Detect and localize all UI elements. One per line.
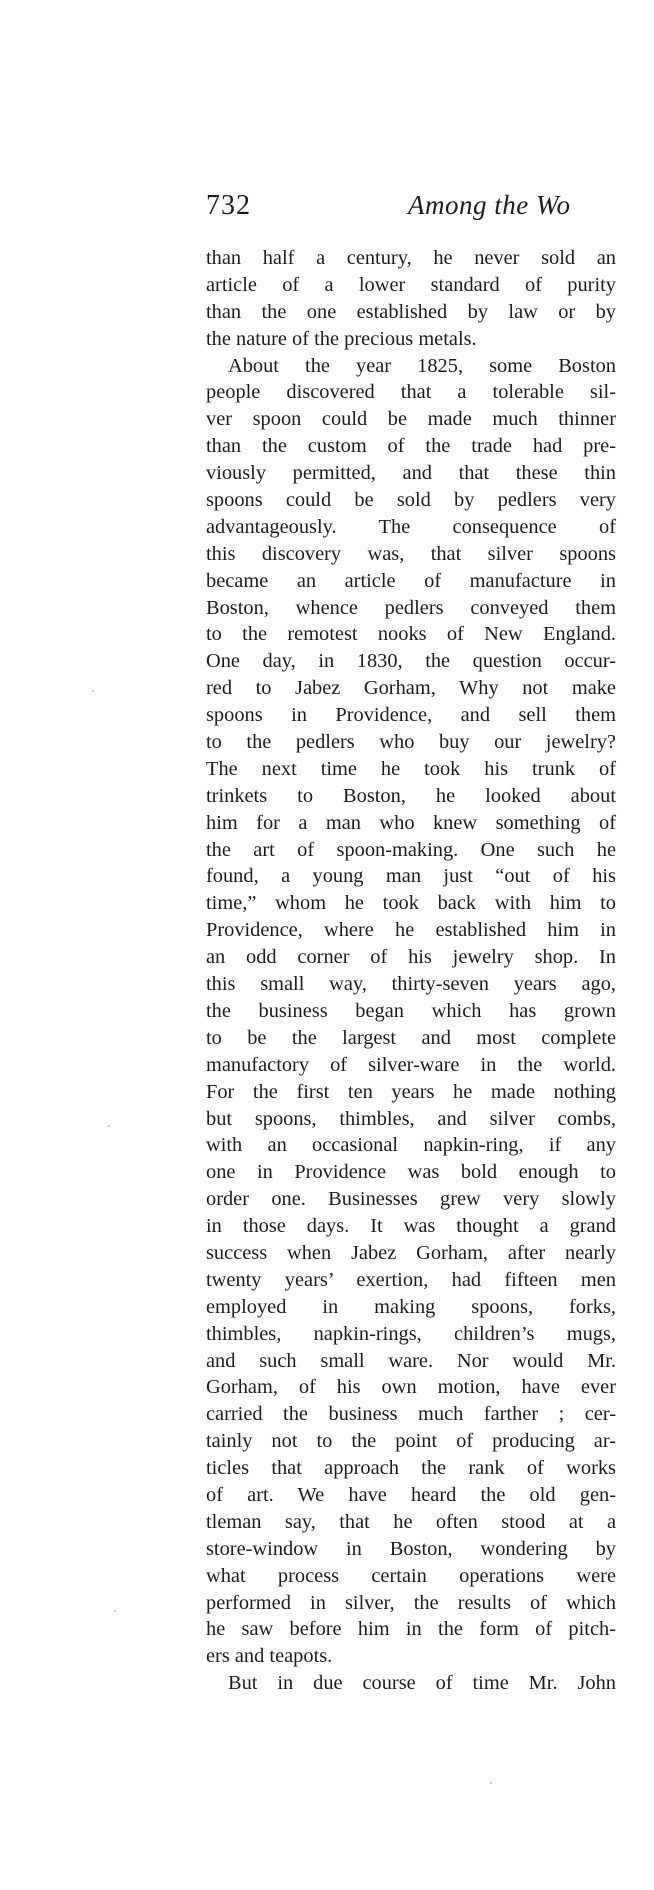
text-line: people discovered that a tolerable sil- bbox=[206, 381, 616, 404]
text-line: The next time he took his trunk of bbox=[206, 757, 616, 780]
text-line: of art. We have heard the old gen- bbox=[206, 1483, 616, 1506]
text-line: he saw before him in the form of pitch- bbox=[206, 1618, 616, 1641]
text-line: advantageously. The consequence of bbox=[206, 515, 616, 538]
text-line: to the pedlers who buy our jewelry? bbox=[206, 731, 616, 754]
text-line: Gorham, of his own motion, have ever bbox=[206, 1376, 616, 1399]
text-line: viously permitted, and that these thin bbox=[206, 462, 616, 485]
page-header bbox=[206, 190, 654, 230]
text-line: red to Jabez Gorham, Why not make bbox=[206, 677, 616, 700]
text-line: tleman say, that he often stood at a bbox=[206, 1510, 616, 1533]
text-line: found, a young man just “out of his bbox=[206, 865, 616, 888]
text-line: this small way, thirty-seven years ago, bbox=[206, 973, 616, 996]
text-line: and such small ware. Nor would Mr. bbox=[206, 1349, 616, 1372]
text-line: ticles that approach the rank of works bbox=[206, 1457, 616, 1480]
scan-speck bbox=[114, 1610, 116, 1612]
text-line: Boston, whence pedlers conveyed them bbox=[206, 596, 616, 619]
text-line: one in Providence was bold enough to bbox=[206, 1161, 616, 1184]
text-line: spoons could be sold by pedlers very bbox=[206, 489, 616, 512]
text-line: than the custom of the trade had pre- bbox=[206, 435, 616, 458]
text-line: twenty years’ exertion, had fifteen men bbox=[206, 1268, 616, 1291]
text-line: success when Jabez Gorham, after nearly bbox=[206, 1241, 616, 1264]
text-line: store-window in Boston, wondering by bbox=[206, 1537, 616, 1560]
text-line: with an occasional napkin-ring, if any bbox=[206, 1134, 616, 1157]
scan-speck bbox=[490, 1782, 492, 1784]
text-line: to the remotest nooks of New England. bbox=[206, 623, 616, 646]
page-number: 732 bbox=[206, 190, 251, 221]
text-line: For the first ten years he made nothing bbox=[206, 1080, 616, 1103]
text-line: spoons in Providence, and sell them bbox=[206, 704, 616, 727]
text-line: manufactory of silver-ware in the world. bbox=[206, 1053, 616, 1076]
text-line: article of a lower standard of purity bbox=[206, 273, 616, 296]
text-line: but spoons, thimbles, and silver combs, bbox=[206, 1107, 616, 1130]
text-line: this discovery was, that silver spoons bbox=[206, 542, 616, 565]
text-line: About the year 1825, some Boston bbox=[228, 354, 616, 377]
text-line: ers and teapots. bbox=[206, 1645, 333, 1668]
text-line: ver spoon could be made much thinner bbox=[206, 408, 616, 431]
text-line: tainly not to the point of producing ar- bbox=[206, 1430, 616, 1453]
text-line: an odd corner of his jewelry shop. In bbox=[206, 946, 616, 969]
text-line: what process certain operations were bbox=[206, 1564, 616, 1587]
text-line: the art of spoon-making. One such he bbox=[206, 838, 616, 861]
text-line: the nature of the precious metals. bbox=[206, 327, 477, 350]
text-line: thimbles, napkin-rings, children’s mugs, bbox=[206, 1322, 616, 1345]
text-line: to be the largest and most complete bbox=[206, 1026, 616, 1049]
text-line: than the one established by law or by bbox=[206, 300, 616, 323]
text-line: trinkets to Boston, he looked about bbox=[206, 784, 616, 807]
running-head: Among the Wo bbox=[408, 190, 571, 220]
text-line: in those days. It was thought a grand bbox=[206, 1215, 616, 1238]
text-line: than half a century, he never sold an bbox=[206, 247, 616, 269]
text-line: But in due course of time Mr. John bbox=[228, 1672, 616, 1695]
text-line: time,” whom he took back with him to bbox=[206, 892, 616, 915]
scan-speck bbox=[108, 1125, 110, 1127]
text-line: became an article of manufacture in bbox=[206, 569, 616, 592]
text-line: One day, in 1830, the question occur- bbox=[206, 650, 616, 673]
text-line: employed in making spoons, forks, bbox=[206, 1295, 616, 1318]
scan-speck bbox=[92, 690, 94, 692]
text-line: order one. Businesses grew very slowly bbox=[206, 1188, 616, 1211]
text-line: carried the business much farther ; cer- bbox=[206, 1403, 616, 1426]
text-line: the business began which has grown bbox=[206, 999, 616, 1022]
text-line: Providence, where he established him in bbox=[206, 919, 616, 942]
text-line: him for a man who knew something of bbox=[206, 811, 616, 834]
body-text bbox=[206, 245, 616, 1697]
text-line: performed in silver, the results of which bbox=[206, 1591, 616, 1614]
